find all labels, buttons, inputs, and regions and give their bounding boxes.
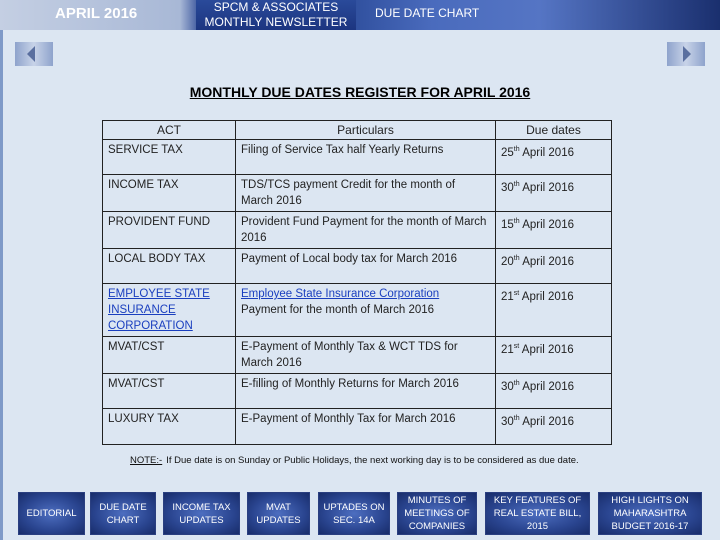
act-cell: INCOME TAX [103,175,236,212]
act-cell[interactable] [103,284,236,337]
due-day-suffix: th [513,218,520,225]
particulars-cell: E-Payment of Monthly Tax & WCT TDS for March 2016 [236,337,496,374]
due-date-cell [496,284,612,337]
table-row [103,140,612,175]
due-day: 15 [501,218,514,231]
due-day: 30 [501,380,514,393]
act-cell: LOCAL BODY TAX [103,249,236,284]
due-day-suffix: st [513,290,520,297]
note-label: NOTE:- [130,455,163,466]
act-cell: MVAT/CST [103,374,236,409]
particulars-cell: TDS/TCS payment Credit for the month of March 2016 [236,175,496,212]
due-month: April 2016 [519,290,574,303]
act-cell: PROVIDENT FUND [103,212,236,249]
newsletter-tab[interactable] [196,0,356,30]
nav-button[interactable]: KEY FEATURES OF REAL ESTATE BILL, 2015 [485,492,590,535]
page-title: MONTHLY DUE DATES REGISTER FOR APRIL 2016 [189,84,531,100]
newsletter-line2: MONTHLY NEWSLETTER [204,15,348,29]
particulars-cell: E-Payment of Monthly Tax for March 2016 [236,409,496,445]
due-day-suffix: th [513,146,520,153]
newsletter-line1: SPCM & ASSOCIATES [213,0,339,14]
due-month: April 2016 [519,218,574,231]
act-cell: SERVICE TAX [103,140,236,175]
nav-button[interactable]: DUE DATE CHART [90,492,156,535]
nav-button[interactable]: MINUTES OF MEETINGS OF COMPANIES [397,492,477,535]
due-day: 30 [501,181,514,194]
due-day: 30 [501,415,514,428]
header-particulars: Particulars [236,121,496,140]
table-row [103,249,612,284]
particulars-cell: E-filling of Monthly Returns for March 2016 [236,374,496,409]
act-cell: LUXURY TAX [103,409,236,445]
top-bar [0,0,720,30]
due-day: 21 [501,290,514,303]
table-row [103,374,612,409]
due-day: 21 [501,343,514,356]
particulars-link[interactable]: Employee State Insurance Corporation [241,288,440,300]
due-day-suffix: th [513,255,520,262]
arrow-right-icon [683,46,691,62]
due-date-cell [496,249,612,284]
due-day-suffix: th [513,380,520,387]
table-row [103,175,612,212]
due-month: April 2016 [519,255,574,268]
due-day-suffix: st [513,343,520,350]
particulars-cell: Provident Fund Payment for the month of March 2016 [236,212,496,249]
header-act: ACT [103,121,236,140]
header-due-dates: Due dates [496,121,612,140]
particulars-cell: Payment of Local body tax for March 2016 [236,249,496,284]
table-row [103,337,612,374]
nav-button[interactable]: UPTADES ON SEC. 14A [318,492,390,535]
note [130,455,579,466]
particulars-text: Payment for the month of March 2016 [241,304,435,316]
table-row [103,284,612,337]
nav-button[interactable]: EDITORIAL [18,492,85,535]
particulars-cell: Filing of Service Tax half Yearly Returns [236,140,496,175]
nav-button[interactable]: MVAT UPDATES [247,492,310,535]
due-month: April 2016 [519,343,574,356]
nav-button[interactable]: HIGH LIGHTS ON MAHARASHTRA BUDGET 2016-17 [598,492,702,535]
table-row [103,409,612,445]
arrow-left-icon [27,46,35,62]
left-border [0,30,3,540]
due-date-cell [496,337,612,374]
due-month: April 2016 [519,146,574,159]
prev-page-button[interactable] [15,42,53,66]
act-cell: MVAT/CST [103,337,236,374]
due-month: April 2016 [519,181,574,194]
due-day: 20 [501,255,514,268]
due-month: April 2016 [519,415,574,428]
month-label: APRIL 2016 [55,5,138,22]
due-day: 25 [501,146,514,159]
due-date-cell [496,374,612,409]
due-dates-table [102,120,612,445]
due-day-suffix: th [513,415,520,422]
due-date-cell [496,409,612,445]
due-date-cell [496,212,612,249]
due-date-cell [496,140,612,175]
table-row [103,212,612,249]
due-month: April 2016 [519,380,574,393]
particulars-cell [236,284,496,337]
nav-button[interactable]: INCOME TAX UPDATES [163,492,240,535]
section-label: DUE DATE CHART [375,6,480,20]
note-text: If Due date is on Sunday or Public Holidays, the next working day is to be considered as due date. [166,455,579,466]
due-day-suffix: th [513,181,520,188]
due-date-cell [496,175,612,212]
act-link[interactable]: EMPLOYEE STATE INSURANCE CORPORATION [108,288,210,332]
next-page-button[interactable] [667,42,705,66]
